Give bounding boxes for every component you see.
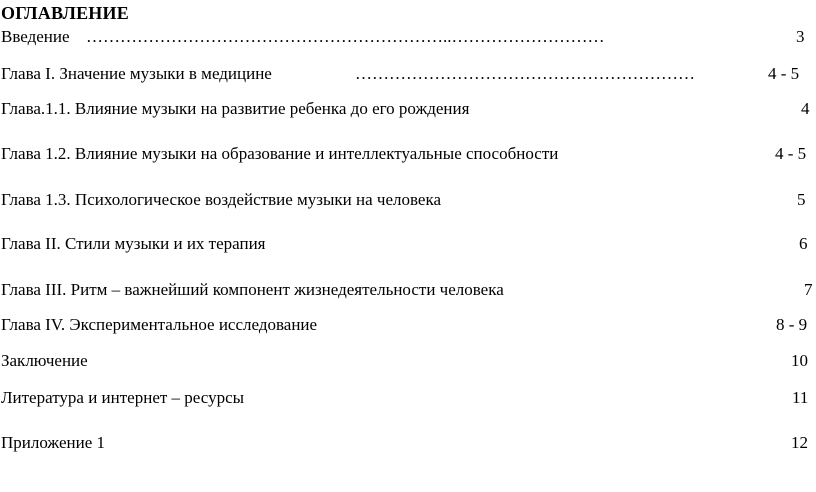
toc-page-number: 4 - 5	[775, 144, 807, 163]
toc-entry-chapter-1	[0, 63, 816, 85]
toc-entry-label: Глава I. Значение музыки в медицине	[1, 64, 272, 83]
toc-entry-references	[0, 387, 816, 409]
toc-entry-label: Глава 1.3. Психологическое воздействие музыки на человека	[1, 190, 441, 209]
toc-entry-chapter-4	[0, 314, 816, 336]
toc-entry-label: Глава IV. Экспериментальное исследование	[1, 315, 318, 334]
toc-page-number: 6	[799, 234, 808, 253]
dot-leader: ………………………………………………………..………………………	[86, 27, 605, 46]
document-title: ОГЛАВЛЕНИЕ	[1, 3, 129, 23]
dot-leader: ……………………………………………………	[355, 64, 695, 83]
toc-entry-chapter-1-1	[0, 98, 816, 120]
toc-entry-label: Введение	[1, 27, 70, 46]
toc-page-number: 8 - 9	[776, 315, 808, 334]
toc-entry-label: Глава II. Стили музыки и их терапия	[1, 234, 266, 253]
toc-entry-chapter-2	[0, 233, 816, 255]
toc-page-number: 10	[791, 351, 808, 370]
toc-entry-label: Глава.1.1. Влияние музыки на развитие ребенка до его рождения	[1, 99, 470, 118]
toc-entry-label: Заключение	[1, 351, 88, 370]
toc-entry-chapter-3	[0, 279, 816, 301]
toc-page-number: 3	[796, 27, 805, 46]
toc-entry-conclusion	[0, 350, 816, 372]
toc-entry-label: Глава 1.2. Влияние музыки на образование и интеллектуальные способности	[1, 144, 559, 163]
toc-page-number: 4	[801, 99, 810, 118]
toc-entry-appendix-1	[0, 432, 816, 454]
toc-entry-chapter-1-2	[0, 143, 816, 165]
toc-page-number: 11	[792, 388, 809, 407]
toc-page-number: 7	[804, 280, 813, 299]
toc-entry-introduction	[0, 26, 816, 48]
toc-page-number: 12	[791, 433, 808, 452]
toc-entry-label: Глава III. Ритм – важнейший компонент жизнедеятельности человека	[1, 280, 504, 299]
toc-entry-label: Приложение 1	[1, 433, 105, 452]
toc-page-number: 5	[797, 190, 806, 209]
toc-page-number: 4 - 5	[768, 64, 800, 83]
toc-entry-label: Литература и интернет – ресурсы	[1, 388, 245, 407]
toc-entry-chapter-1-3	[0, 189, 816, 211]
